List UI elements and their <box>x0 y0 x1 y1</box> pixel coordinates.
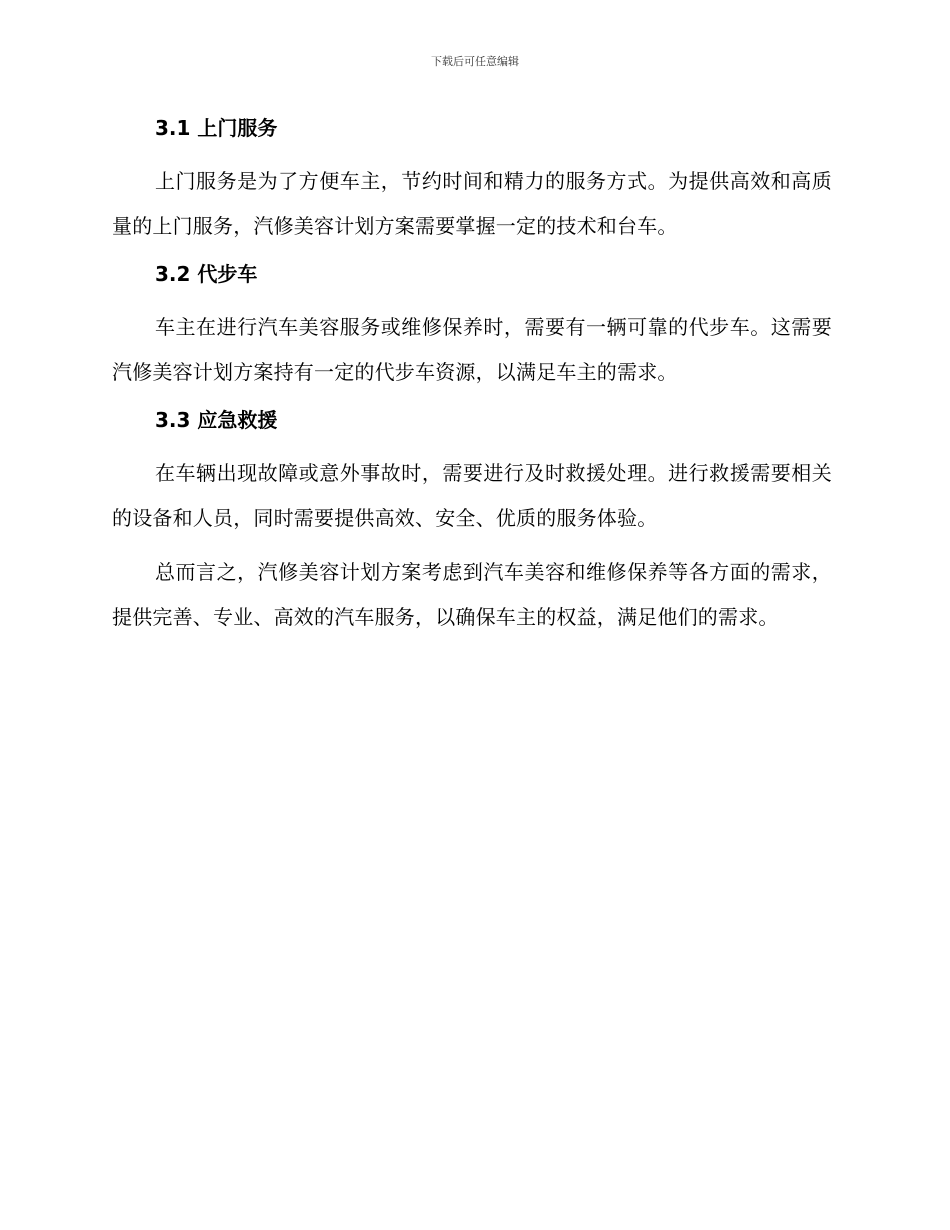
section-paragraph-3-3: 在车辆出现故障或意外事故时，需要进行及时救援处理。进行救援需要相关的设备和人员，同时需要提供高效、安全、优质的服务体验。 <box>112 461 832 530</box>
section-heading-3-2: 3.2 代步车 <box>155 262 258 286</box>
section-paragraph-3-1: 上门服务是为了方便车主，节约时间和精力的服务方式。为提供高效和高质量的上门服务，汽修美容计划方案需要掌握一定的技术和台车。 <box>112 169 832 238</box>
section-heading-3-3: 3.3 应急救援 <box>155 408 278 432</box>
conclusion-paragraph: 总而言之，汽修美容计划方案考虑到汽车美容和维修保养等各方面的需求，提供完善、专业、高效的汽车服务，以确保车主的权益，满足他们的需求。 <box>112 560 832 629</box>
document-body <box>112 108 832 640</box>
section-heading-3-1: 3.1 上门服务 <box>155 116 278 140</box>
section-paragraph-3-2: 车主在进行汽车美容服务或维修保养时，需要有一辆可靠的代步车。这需要汽修美容计划方案持有一定的代步车资源，以满足车主的需求。 <box>112 315 832 384</box>
header-note: 下载后可任意编辑 <box>431 55 519 68</box>
